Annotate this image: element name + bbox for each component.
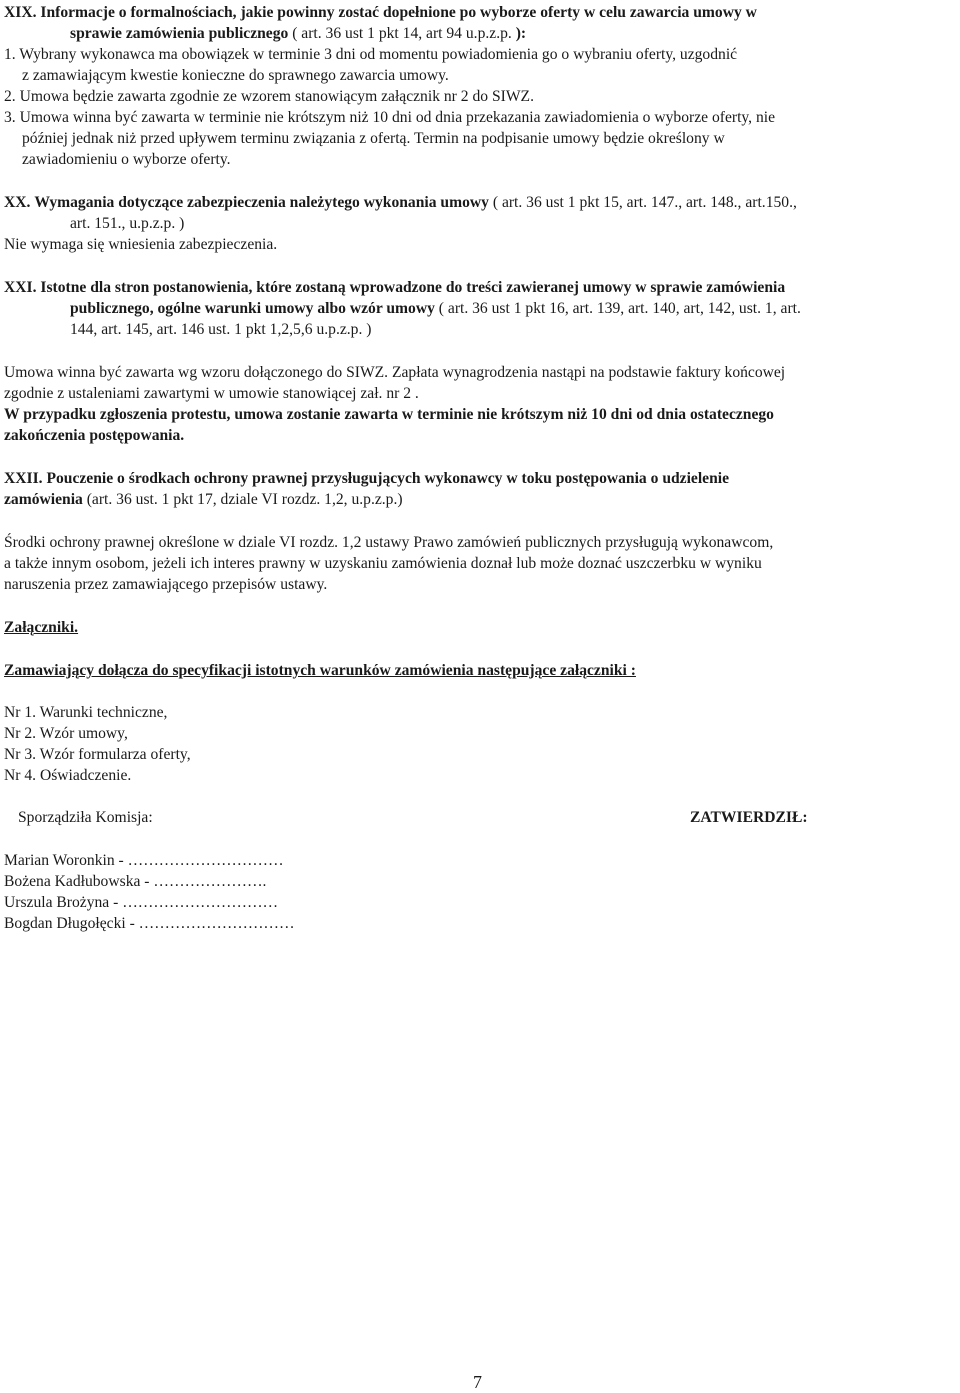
section-19-number: XIX. [4,4,37,21]
section-19-point-3-line-2: później jednak niż przed upływem terminu związania z ofertą. Termin na podpisanie umowy będzie określony w [22,130,725,147]
section-21-para-2-line-2: zakończenia postępowania. [4,427,185,444]
section-21-title-bold: publicznego, ogólne warunki umowy albo wzór umowy [70,300,435,317]
section-20-title-line-2: art. 151., u.p.z.p. ) [70,215,185,232]
section-21-para-2-line-1: W przypadku zgłoszenia protestu, umowa zostanie zawarta w terminie nie krótszym niż 10 dni od dnia ostatecznego [4,406,774,423]
section-20-body: Nie wymaga się wniesienia zabezpieczenia. [4,236,278,253]
section-20-heading [4,192,797,213]
section-22-number: XXII. [4,470,43,487]
section-19-title-line-1: Informacje o formalnościach, jakie powinny zostać dopełnione po wyborze oferty w celu zawarcia umowy w [40,4,757,21]
section-21-para-1-line-2: zgodnie z ustaleniami zawartymi w umowie stanowiącej zał. nr 2 . [4,385,419,402]
section-19-point-3-line-3: zawiadomieniu o wyborze oferty. [22,151,231,168]
section-21-heading [4,277,785,298]
section-19-point-2: 2. Umowa będzie zawarta zgodnie ze wzorem stanowiącym załącznik nr 2 do SIWZ. [4,88,534,105]
section-21-number: XXI. [4,279,37,296]
attachments-intro: Zamawiający dołącza do specyfikacji istotnych warunków zamówienia następujące załączniki : [4,662,636,679]
section-19-title-reference: ( art. 36 ust 1 pkt 14, art 94 u.p.z.p. [288,25,516,42]
section-22-body-line-2: a także innym osobom, jeżeli ich interes prawny w uzyskaniu zamówienia doznał lub może doznać uszczerbku w wyniku [4,555,762,572]
attachments-heading: Załączniki. [4,619,79,636]
section-21-title-line-2 [70,298,801,319]
section-21-title-line-3: 144, art. 145, art. 146 ust. 1 pkt 1,2,5,6 u.p.z.p. ) [70,321,372,338]
section-22-title-line-1: Pouczenie o środkach ochrony prawnej przysługujących wykonawcy w toku postępowania o udzielenie [46,470,730,487]
attachment-item: Nr 3. Wzór formularza oferty, [4,746,191,763]
section-22-title-line-2 [4,489,403,510]
section-19-heading [4,2,757,23]
section-22-body-line-1: Środki ochrony prawnej określone w dziale VI rozdz. 1,2 ustawy Prawo zamówień publicznych przysługują wykonawcom, [4,534,774,551]
approved-by-label: ZATWIERDZIŁ: [690,809,808,826]
section-19-point-1-line-1: 1. Wybrany wykonawca ma obowiązek w terminie 3 dni od momentu powiadomienia go o wybraniu oferty, uzgodnić [4,46,738,63]
section-20-title-reference: ( art. 36 ust 1 pkt 15, art. 147., art. 148., art.150., [488,194,797,211]
commission-member: Urszula Brożyna - ………………………… [4,894,279,911]
section-22-title-bold: zamówienia [4,491,83,508]
section-19-point-3-line-1: 3. Umowa winna być zawarta w terminie nie krótszym niż 10 dni od dnia przekazania zawiadomienia o wyborze oferty, nie [4,109,776,126]
prepared-by-label: Sporządziła Komisja: [18,809,153,826]
section-21-para-1-line-1: Umowa winna być zawarta wg wzoru dołączonego do SIWZ. Zapłata wynagrodzenia nastąpi na podstawie faktury końcowej [4,364,786,381]
section-22-title-reference: (art. 36 ust. 1 pkt 17, dziale VI rozdz. 1,2, u.p.z.p.) [82,491,403,508]
section-20-title-bold: Wymagania dotyczące zabezpieczenia należytego wykonania umowy [34,194,489,211]
section-21-title-line-1: Istotne dla stron postanowienia, które zostaną wprowadzone do treści zawieranej umowy w sprawie zamówienia [40,279,786,296]
commission-member: Bożena Kadłubowska - …………………. [4,873,267,890]
section-20-number: XX. [4,194,31,211]
attachment-item: Nr 2. Wzór umowy, [4,725,128,742]
section-22-body-line-3: naruszenia przez zamawiającego przepisów ustawy. [4,576,328,593]
commission-member: Bogdan Długołęcki - ………………………… [4,915,295,932]
section-21-title-reference: ( art. 36 ust 1 pkt 16, art. 139, art. 140, art, 142, ust. 1, art. [434,300,801,317]
page-number: 7 [473,1372,482,1392]
section-22-heading [4,468,729,489]
section-19-point-1-line-2: z zamawiającym kwestie konieczne do sprawnego zawarcia umowy. [22,67,449,84]
section-19-title-line-2 [70,23,526,44]
section-19-title-end: ): [515,25,527,42]
commission-member: Marian Woronkin - ………………………… [4,852,284,869]
attachment-item: Nr 4. Oświadczenie. [4,767,132,784]
section-19-title-bold: sprawie zamówienia publicznego [70,25,289,42]
attachment-item: Nr 1. Warunki techniczne, [4,704,168,721]
